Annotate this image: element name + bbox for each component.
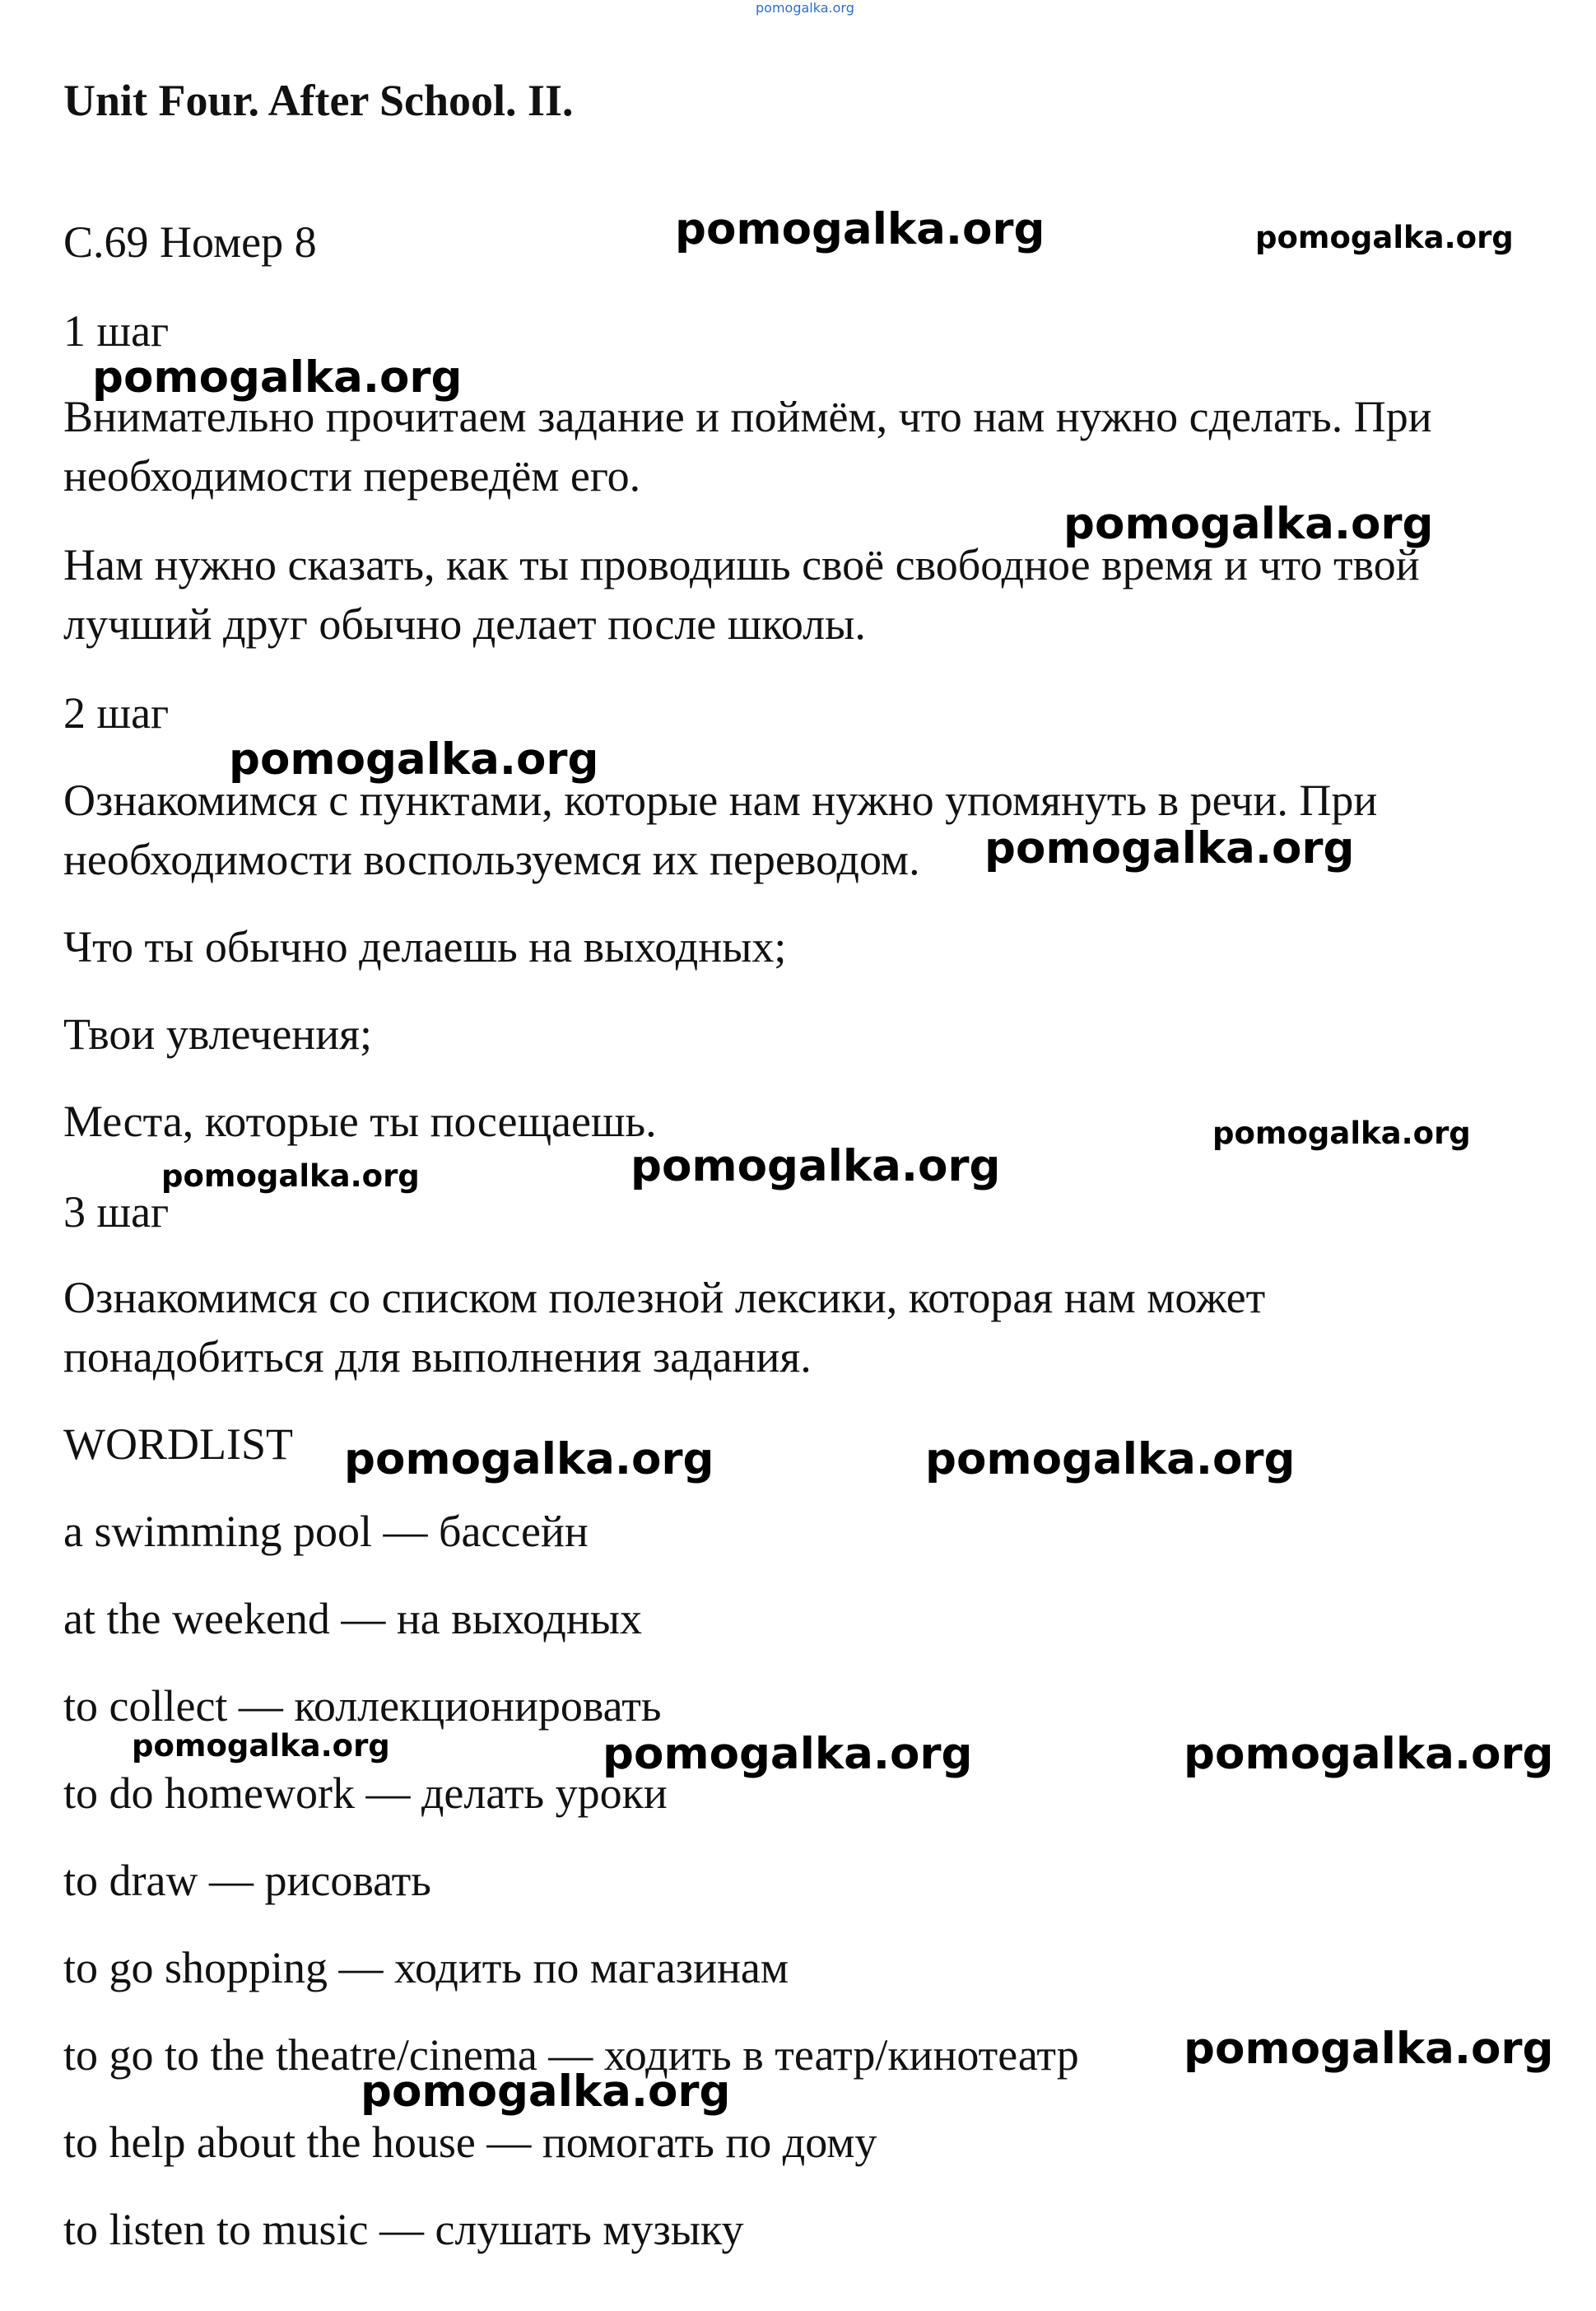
- step-3-label: 3 шаг: [63, 1187, 170, 1237]
- step-1-paragraph-2-line-2: лучший друг обычно делает после школы.: [63, 599, 866, 649]
- top-watermark: pomogalka.org: [756, 0, 854, 16]
- wordlist-entry: a swimming pool — бассейн: [63, 1507, 589, 1556]
- step-1-label: 1 шаг: [63, 306, 170, 356]
- watermark: pomogalka.org: [984, 823, 1355, 874]
- wordlist-heading: WORDLIST: [63, 1419, 293, 1469]
- page-title: Unit Four. After School. II.: [63, 76, 574, 125]
- wordlist-entry: to help about the house — помогать по дому: [63, 2118, 877, 2167]
- watermark: pomogalka.org: [603, 1729, 973, 1779]
- step-3-paragraph-1-line-1: Ознакомимся со списком полезной лексики, которая нам может: [63, 1273, 1266, 1322]
- step-3-paragraph-1-line-2: понадобиться для выполнения задания.: [63, 1332, 812, 1381]
- watermark: pomogalka.org: [92, 352, 463, 403]
- wordlist-entry: to go shopping — ходить по магазинам: [63, 1943, 789, 1992]
- watermark: pomogalka.org: [344, 1434, 714, 1484]
- watermark: pomogalka.org: [132, 1728, 390, 1764]
- step-2-item-2: Твои увлечения;: [63, 1009, 372, 1059]
- wordlist-entry: at the weekend — на выходных: [63, 1594, 643, 1643]
- watermark: pomogalka.org: [1063, 499, 1434, 549]
- watermark: pomogalka.org: [925, 1434, 1296, 1484]
- step-1-paragraph-2-line-1: Нам нужно сказать, как ты проводишь своё свободное время и что твой: [63, 540, 1420, 589]
- wordlist-entry: to listen to music — слушать музыку: [63, 2205, 744, 2254]
- watermark: pomogalka.org: [1255, 220, 1514, 255]
- wordlist-entry: to do homework — делать уроки: [63, 1768, 668, 1818]
- watermark: pomogalka.org: [161, 1158, 420, 1194]
- step-1-paragraph-1-line-1: Внимательно прочитаем задание и поймём, что нам нужно сделать. При: [63, 392, 1432, 441]
- wordlist-entry: to draw — рисовать: [63, 1856, 431, 1905]
- watermark: pomogalka.org: [630, 1141, 1001, 1191]
- wordlist-entry: to collect — коллекционировать: [63, 1681, 662, 1731]
- step-2-paragraph-1-line-2: необходимости воспользуемся их переводом.: [63, 835, 920, 884]
- watermark: pomogalka.org: [675, 204, 1045, 254]
- watermark: pomogalka.org: [1212, 1116, 1471, 1151]
- watermark: pomogalka.org: [361, 2066, 731, 2117]
- task-label: С.69 Номер 8: [63, 217, 317, 267]
- step-2-item-3: Места, которые ты посещаешь.: [63, 1097, 657, 1146]
- step-2-paragraph-1-line-1: Ознакомимся с пунктами, которые нам нужно упомянуть в речи. При: [63, 776, 1378, 825]
- step-2-item-1: Что ты обычно делаешь на выходных;: [63, 922, 787, 971]
- wordlist-entry: to go to the theatre/cinema — ходить в театр/кинотеатр: [63, 2030, 1079, 2080]
- watermark: pomogalka.org: [1184, 2024, 1554, 2074]
- step-2-label: 2 шаг: [63, 688, 170, 738]
- watermark: pomogalka.org: [1184, 1729, 1554, 1779]
- step-1-paragraph-1-line-2: необходимости переведём его.: [63, 451, 641, 501]
- watermark: pomogalka.org: [229, 734, 599, 785]
